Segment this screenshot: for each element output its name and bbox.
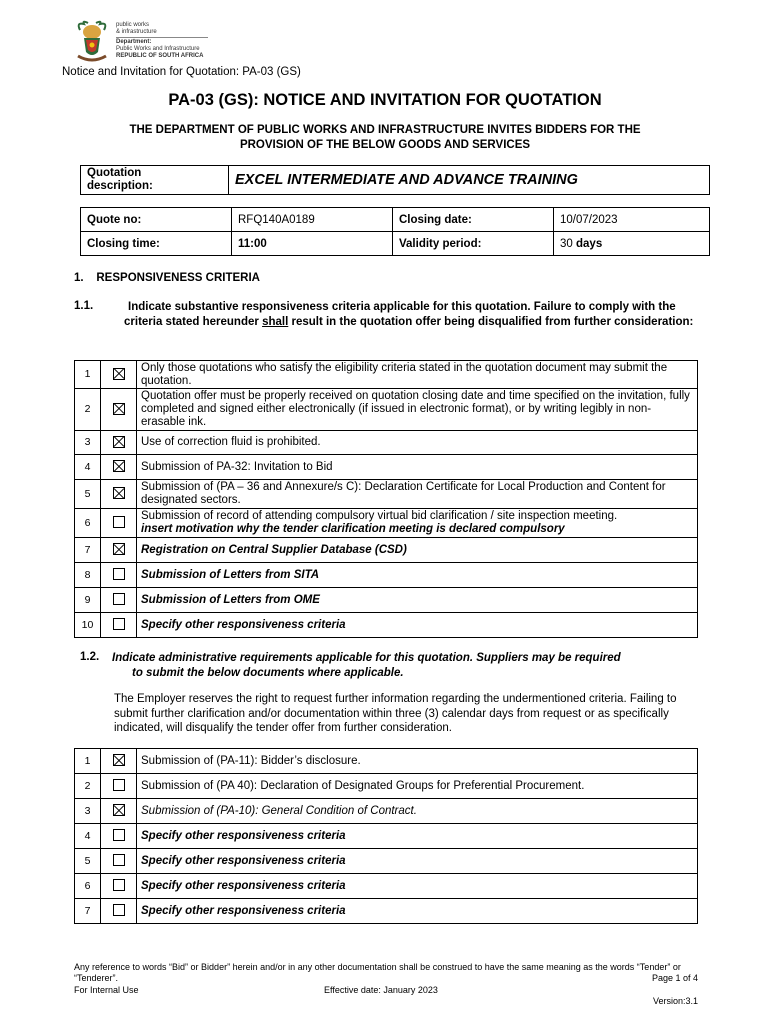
closing-time-label: Closing time:: [81, 232, 232, 256]
quotation-description-label: [81, 166, 229, 195]
criteria-text-cell: [137, 749, 698, 774]
criteria-row: [75, 431, 698, 455]
criteria-checkbox-cell: [101, 480, 137, 509]
criteria-checkbox-cell: [101, 749, 137, 774]
criteria-row: [75, 480, 698, 509]
section-1-2-number: 1.2.: [80, 651, 100, 663]
criteria-text: Specify other responsiveness criteria: [141, 829, 346, 842]
criteria-number: 7: [75, 899, 101, 924]
criteria-checkbox-cell: [101, 824, 137, 849]
criteria-row: [75, 749, 698, 774]
criteria-checkbox-cell: [101, 774, 137, 799]
criteria-motivation-text: insert motivation why the tender clarification meeting is declared compulsory: [141, 523, 565, 535]
criteria-checkbox-cell: [101, 613, 137, 638]
criteria-checkbox-cell: [101, 563, 137, 588]
criteria-checkbox-cell: [101, 361, 137, 389]
checked-checkbox-icon[interactable]: [113, 487, 125, 499]
validity-period-label: Validity period:: [393, 232, 554, 256]
criteria-text: Use of correction fluid is prohibited.: [141, 436, 321, 448]
criteria-text-cell: [137, 455, 698, 480]
footer-version: Version:3.1: [652, 996, 698, 1006]
criteria-text-cell: [137, 824, 698, 849]
section-1-2-line2: to submit the below documents where applicable.: [132, 666, 404, 679]
criteria-number: 5: [75, 480, 101, 509]
closing-date-label: Closing date:: [393, 208, 554, 232]
criteria-text-cell: [137, 509, 698, 538]
criteria-row: [75, 538, 698, 563]
criteria-checkbox-cell: [101, 874, 137, 899]
criteria-text-cell: [137, 563, 698, 588]
checked-checkbox-icon[interactable]: [113, 543, 125, 555]
criteria-text: Submission of (PA-11): Bidder’s disclosure.: [141, 754, 361, 767]
criteria-text: Registration on Central Supplier Database (CSD): [141, 543, 407, 556]
unchecked-checkbox-icon[interactable]: [113, 516, 125, 528]
checked-checkbox-icon[interactable]: [113, 460, 125, 472]
criteria-number: 10: [75, 613, 101, 638]
criteria-row: [75, 563, 698, 588]
quote-no-label: Quote no:: [81, 208, 232, 232]
section-1-heading: [74, 272, 260, 284]
criteria-text-cell: [137, 799, 698, 824]
criteria-row: [75, 849, 698, 874]
coat-of-arms-icon: [72, 18, 112, 64]
criteria-text: Submission of Letters from SITA: [141, 568, 320, 581]
criteria-row: [75, 613, 698, 638]
criteria-checkbox-cell: [101, 509, 137, 538]
criteria-row: [75, 824, 698, 849]
quote-no-value: RFQ140A0189: [232, 208, 393, 232]
checked-checkbox-icon[interactable]: [113, 436, 125, 448]
unchecked-checkbox-icon[interactable]: [113, 854, 125, 866]
criteria-text: Only those quotations who satisfy the eligibility criteria stated in the quotation document may submit the quotation.: [141, 361, 668, 387]
criteria-text-cell: [137, 431, 698, 455]
criteria-text: Submission of PA-32: Invitation to Bid: [141, 460, 333, 473]
responsiveness-criteria-table: [74, 360, 698, 638]
section-1-1-text: [124, 300, 704, 329]
criteria-checkbox-cell: [101, 899, 137, 924]
footer-page-number: Page 1 of 4: [651, 973, 698, 983]
criteria-checkbox-cell: [101, 799, 137, 824]
quotation-label-line1: Quotation: [87, 167, 142, 179]
criteria-number: 1: [75, 749, 101, 774]
intro-line-1: THE DEPARTMENT OF PUBLIC WORKS AND INFRASTRUCTURE INVITES BIDDERS FOR THE: [129, 124, 641, 136]
closing-date-value: 10/07/2023: [554, 208, 710, 232]
quotation-description-value: EXCEL INTERMEDIATE AND ADVANCE TRAINING: [229, 166, 710, 195]
criteria-text-cell: [137, 874, 698, 899]
validity-number: 30: [560, 237, 573, 250]
logo-dept-name: Public Works and Infrastructure: [116, 46, 200, 52]
logo-text: [116, 22, 208, 60]
section-1-1-shall: shall: [262, 315, 289, 328]
criteria-checkbox-cell: [101, 455, 137, 480]
criteria-text: Submission of (PA – 36 and Annexure/s C): Declaration Certificate for Local Production and Content for designated sectors.: [141, 481, 666, 506]
intro-line-2: PROVISION OF THE BELOW GOODS AND SERVICES: [239, 139, 531, 151]
criteria-text-cell: [137, 899, 698, 924]
criteria-number: 4: [75, 455, 101, 480]
unchecked-checkbox-icon[interactable]: [113, 568, 125, 580]
criteria-number: 6: [75, 509, 101, 538]
unchecked-checkbox-icon[interactable]: [113, 879, 125, 891]
criteria-checkbox-cell: [101, 538, 137, 563]
criteria-text-cell: [137, 613, 698, 638]
unchecked-checkbox-icon[interactable]: [113, 904, 125, 916]
criteria-text: Specify other responsiveness criteria: [141, 854, 346, 867]
criteria-text-cell: [137, 538, 698, 563]
criteria-number: 2: [75, 774, 101, 799]
criteria-number: 4: [75, 824, 101, 849]
logo-line2: & infrastructure: [116, 29, 157, 35]
validity-period-value: [554, 232, 710, 256]
criteria-row: [75, 455, 698, 480]
criteria-checkbox-cell: [101, 431, 137, 455]
section-1-1-text-b: result in the quotation offer being disqualified from further consideration:: [288, 315, 694, 328]
criteria-number: 5: [75, 849, 101, 874]
footer-internal-use: For Internal Use: [74, 985, 139, 995]
criteria-checkbox-cell: [101, 849, 137, 874]
criteria-text: Specify other responsiveness criteria: [141, 904, 346, 917]
criteria-number: 7: [75, 538, 101, 563]
criteria-text-cell: [137, 480, 698, 509]
criteria-number: 8: [75, 563, 101, 588]
criteria-text-cell: [137, 774, 698, 799]
administrative-criteria-table: [74, 748, 698, 924]
criteria-number: 2: [75, 389, 101, 431]
criteria-row: [75, 389, 698, 431]
department-logo: [72, 18, 212, 64]
criteria-checkbox-cell: [101, 389, 137, 431]
section-1-2-line1: Indicate administrative requirements applicable for this quotation. Suppliers may be required: [112, 652, 621, 664]
logo-country: REPUBLIC OF SOUTH AFRICA: [116, 53, 204, 59]
criteria-text-cell: [137, 849, 698, 874]
section-1-2-text: [112, 651, 702, 680]
criteria-checkbox-cell: [101, 588, 137, 613]
employer-paragraph: The Employer reserves the right to request further information regarding the undermentioned criteria. Failing to submit further clarification and/or documentation within three (3) calendar days from request or as specifically indicated, will disqualify the tender offer from further consideration.: [114, 693, 677, 734]
criteria-row: [75, 361, 698, 389]
section-1-title: RESPONSIVENESS CRITERIA: [96, 272, 260, 284]
criteria-row: [75, 899, 698, 924]
criteria-text-cell: [137, 361, 698, 389]
unchecked-checkbox-icon[interactable]: [113, 829, 125, 841]
section-1-1-text-a: Indicate substantive responsiveness criteria applicable for this quotation. Failure to comply with the criteria stated hereunder: [124, 301, 676, 328]
checked-checkbox-icon[interactable]: [113, 804, 125, 816]
intro-text: [80, 123, 690, 153]
criteria-text: Quotation offer must be properly received on quotation closing date and time specified on the invitation, fully completed and signed either electronically (if issued in electronic format), or by writing legibly in non-erasable ink.: [141, 390, 690, 428]
criteria-text-cell: [137, 389, 698, 431]
unchecked-checkbox-icon[interactable]: [113, 618, 125, 630]
criteria-number: 6: [75, 874, 101, 899]
page-title: PA-03 (GS): NOTICE AND INVITATION FOR QUOTATION: [168, 91, 602, 109]
document-subheader: Notice and Invitation for Quotation: PA-03 (GS): [62, 66, 301, 78]
quotation-label-line2: description:: [87, 180, 153, 192]
criteria-text-cell: [137, 588, 698, 613]
criteria-text: Submission of Letters from OME: [141, 593, 320, 606]
logo-line1: public works: [116, 22, 150, 28]
footer-effective-date: Effective date: January 2023: [324, 985, 438, 995]
validity-unit: days: [576, 237, 603, 250]
criteria-number: 1: [75, 361, 101, 389]
criteria-row: [75, 588, 698, 613]
criteria-row: [75, 509, 698, 538]
criteria-row: [75, 774, 698, 799]
criteria-number: 3: [75, 799, 101, 824]
closing-time-value: 11:00: [232, 232, 393, 256]
quote-details-table: [80, 207, 710, 256]
criteria-row: [75, 799, 698, 824]
checked-checkbox-icon[interactable]: [113, 368, 125, 380]
unchecked-checkbox-icon[interactable]: [113, 593, 125, 605]
section-1-number: 1.: [74, 272, 84, 284]
footer-disclaimer: Any reference to words “Bid” or Bidder” herein and/or in any other documentation shall be construed to have the same meaning as the words “Tender” or “Tenderer”.: [74, 962, 681, 983]
criteria-text: Submission of record of attending compulsory virtual bid clarification / site inspection meeting.: [141, 510, 618, 522]
criteria-text: Submission of (PA-10): General Condition of Contract.: [141, 804, 417, 817]
unchecked-checkbox-icon[interactable]: [113, 779, 125, 791]
criteria-text: Specify other responsiveness criteria: [141, 618, 346, 631]
quotation-description-table: [80, 165, 710, 195]
checked-checkbox-icon[interactable]: [113, 754, 125, 766]
criteria-text: Submission of (PA 40): Declaration of Designated Groups for Preferential Procurement.: [141, 779, 585, 792]
criteria-row: [75, 874, 698, 899]
criteria-number: 3: [75, 431, 101, 455]
logo-divider: [116, 37, 208, 38]
criteria-text: Specify other responsiveness criteria: [141, 879, 346, 892]
criteria-number: 9: [75, 588, 101, 613]
logo-dept: Department:: [116, 39, 152, 45]
section-1-1-number: 1.1.: [74, 300, 94, 312]
checked-checkbox-icon[interactable]: [113, 403, 125, 415]
